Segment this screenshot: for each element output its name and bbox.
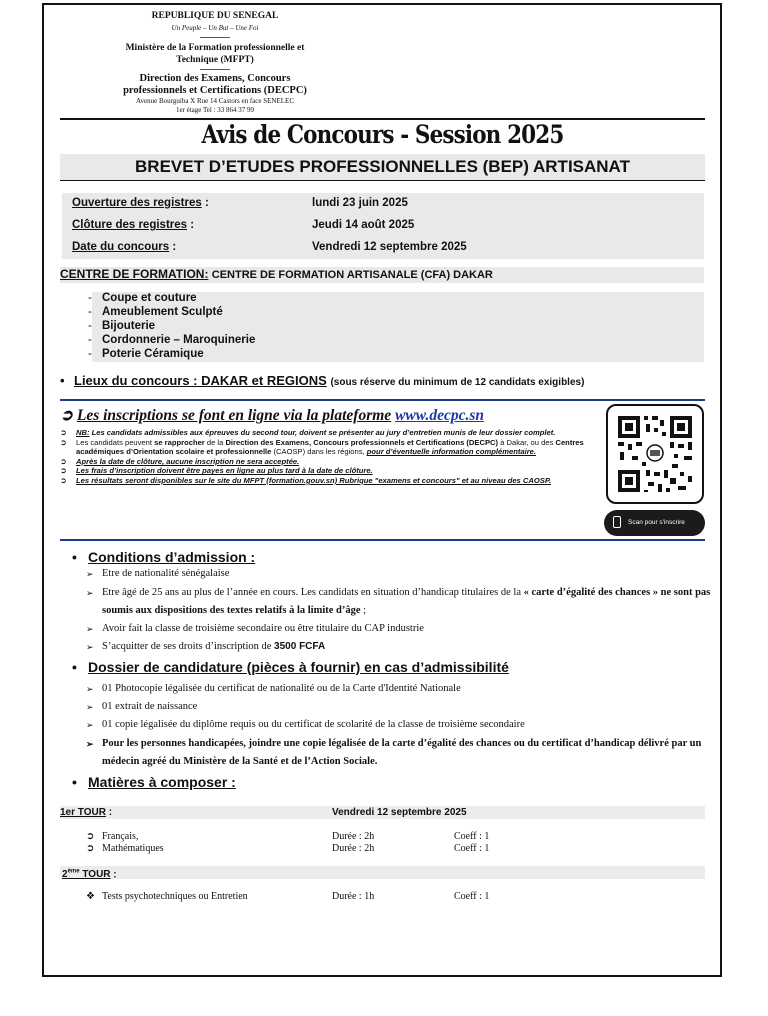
arrow-icon: ➲ <box>86 843 95 854</box>
date-label: Ouverture des registres <box>72 197 202 209</box>
ministry-line1: Ministère de la Formation professionnelle et <box>125 43 305 53</box>
subject-coeff: Coeff : 1 <box>454 831 490 842</box>
tour1-date: Vendredi 12 septembre 2025 <box>332 807 467 818</box>
locations-note: (sous réserve du minimum de 12 candidats exigibles) <box>330 377 585 388</box>
subject-name: Mathématiques <box>102 843 164 854</box>
trade-item: - Bijouterie <box>88 320 156 332</box>
dates-block <box>62 193 704 259</box>
condition-item: ➢ Avoir fait la classe de troisième secondaire ou être titulaire du CAP industrie <box>102 620 424 638</box>
chevron-icon: ➢ <box>86 569 94 579</box>
dossier-item: ➢ 01 copie légalisée du diplôme requis ou du certificat de scolarité de la classe de troisième secondaire <box>102 716 525 734</box>
date-value: Jeudi 14 août 2025 <box>312 219 415 231</box>
dossier-heading: • Dossier de candidature (pièces à fournir) en cas d’admissibilité <box>72 659 509 675</box>
dossier-item: ➢ 01 extrait de naissance <box>102 698 197 716</box>
arrow-icon: ➲ <box>60 456 67 466</box>
tour1-label: 1er TOUR <box>60 807 106 818</box>
arrow-icon: ➲ <box>60 428 67 437</box>
blue-divider <box>60 539 705 541</box>
scan-badge[interactable] <box>604 510 705 536</box>
date-label: Date du concours <box>72 241 170 253</box>
note-item: ➲ Après la date de clôture, aucune inscription ne sera acceptée. <box>60 456 300 466</box>
subjects-heading: • Matières à composer : <box>72 774 236 790</box>
condition-item: ➢ Etre âgé de 25 ans au plus de l’année en cours. Les candidats en situation d’handicap titulaires de la « carte d’égalité des chances » ne sont pas soumis aux dispositions des textes relatifs à la limite d’âge ; <box>102 584 717 620</box>
subject-duration: Durée : 1h <box>332 891 375 902</box>
diamond-icon: ❖ <box>86 891 95 902</box>
date-value: lundi 23 juin 2025 <box>312 197 408 209</box>
motto: Un Peuple – Un But – Une Foi <box>171 24 259 32</box>
chevron-icon: ➢ <box>86 624 94 634</box>
trade-item: - Cordonnerie – Maroquinerie <box>88 334 256 346</box>
page-subtitle: BREVET D’ETUDES PROFESSIONNELLES (BEP) ARTISANAT <box>60 154 705 181</box>
arrow-icon: ➲ <box>60 407 73 424</box>
locations-main: Lieux du concours : DAKAR et REGIONS <box>74 373 327 388</box>
date-row: Ouverture des registres : lundi 23 juin 2025 <box>72 197 408 209</box>
inscription-notes <box>60 428 600 486</box>
dossier-item: ➢ Pour les personnes handicapées, joindre une copie légalisée de la carte d’égalité des chances ou du certificat d’handicap délivré par un médecin agréé du Ministère de la Santé et de l’Action Sociale. <box>102 735 717 771</box>
exam-locations: • Lieux du concours : DAKAR et REGIONS (sous réserve du minimum de 12 candidats exigibles) <box>60 373 585 388</box>
tour2-label: 2ème TOUR <box>62 869 111 881</box>
note-item: ➲ Les candidats peuvent se rapprocher de la Direction des Examens, Concours professionnels et Certifications (DECPC) à Dakar, ou des Centres académiques d’Orientation scolaire et professionnelle (CAOSP) dans les régions, pour d’éventuelle information complémentaire. <box>60 437 584 457</box>
arrow-icon: ➲ <box>60 437 67 447</box>
condition-item: ➢ S’acquitter de ses droits d’inscription de 3500 FCFA <box>102 638 325 656</box>
subject-duration: Durée : 2h <box>332 831 375 842</box>
arrow-icon: ➲ <box>86 831 95 842</box>
decpc-link[interactable]: www.decpc.sn <box>395 407 485 424</box>
chevron-icon: ➢ <box>86 642 94 652</box>
subject-coeff: Coeff : 1 <box>454 843 490 854</box>
subject-name: Français, <box>102 831 139 842</box>
training-centre <box>60 267 704 283</box>
page-title: Avis de Concours - Session 2025 <box>201 120 564 149</box>
centre-label: CENTRE DE FORMATION: <box>60 267 209 281</box>
note-item: ➲ Les résultats seront disponibles sur le site du MFPT (formation.gouv.sn) Rubrique "examens et concours" et au niveau des CAOSP. <box>60 475 552 485</box>
dossier-item: ➢ 01 Photocopie légalisée du certificat de nationalité ou de la Carte d'Identité Nationale <box>102 680 461 698</box>
direction-line2: professionnels et Certifications (DECPC) <box>123 85 307 96</box>
blue-divider <box>60 399 705 401</box>
subject-name: Tests psychotechniques ou Entretien <box>102 891 248 902</box>
trade-item: - Coupe et couture <box>88 292 197 304</box>
arrow-icon: ➲ <box>60 475 67 485</box>
scan-label: Scan pour s'inscrire <box>628 519 685 526</box>
chevron-icon: ➢ <box>86 702 94 712</box>
tour2-bar: 2ème TOUR : <box>60 866 705 879</box>
chevron-icon: ➢ <box>86 739 94 749</box>
note-item: ➲ Les frais d’inscription doivent être payes en ligne au plus tard à la date de clôture. <box>60 466 373 476</box>
condition-item: ➢ Etre de nationalité sénégalaise <box>102 565 229 583</box>
chevron-icon: ➢ <box>86 720 94 730</box>
republic-title: REPUBLIQUE DU SENEGAL <box>151 11 279 21</box>
trades-list <box>88 292 704 362</box>
tour1-bar: 1er TOUR : Vendredi 12 septembre 2025 <box>60 806 705 819</box>
address-line1: Avenue Bourguiba X Rue 14 Castors en face SENELEC <box>136 97 294 105</box>
chevron-icon: ➢ <box>86 684 94 694</box>
trade-item: - Poterie Céramique <box>88 348 204 360</box>
subject-coeff: Coeff : 1 <box>454 891 490 902</box>
conditions-heading: • Conditions d’admission : <box>72 549 256 565</box>
arrow-icon: ➲ <box>60 466 67 476</box>
chevron-icon: ➢ <box>86 588 94 598</box>
qr-code-icon <box>608 406 702 502</box>
date-row: Clôture des registres : Jeudi 14 août 2025 <box>72 219 415 231</box>
subject-duration: Durée : 2h <box>332 843 375 854</box>
address-line2: 1er étage Tel : 33 864 37 99 <box>175 106 255 114</box>
note-item: ➲ NB: Les candidats admissibles aux épreuves du second tour, doivent se présenter au jury d’entretien munis de leur dossier complet. <box>60 428 556 437</box>
letterhead <box>60 10 370 115</box>
ministry-line2: Technique (MFPT) <box>176 55 254 65</box>
trade-item: - Ameublement Sculpté <box>88 306 223 318</box>
direction-line1: Direction des Examens, Concours <box>139 73 291 84</box>
qr-code[interactable] <box>606 404 704 504</box>
centre-value: CENTRE DE FORMATION ARTISANALE (CFA) DAKAR <box>211 269 493 281</box>
date-label: Clôture des registres <box>72 219 188 231</box>
phone-icon <box>613 516 621 528</box>
date-row: Date du concours : Vendredi 12 septembre 2025 <box>72 241 467 253</box>
date-value: Vendredi 12 septembre 2025 <box>312 241 467 253</box>
inscriptions-heading: ➲ Les inscriptions se font en ligne via la plateforme www.decpc.sn <box>60 407 485 424</box>
